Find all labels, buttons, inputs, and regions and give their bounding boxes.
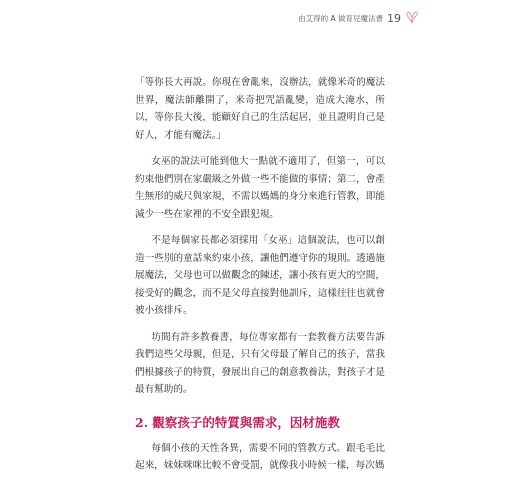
body-paragraph: 女巫的說法可能到他大一點就不適用了，但第一，可以約束他們別在家嚴級之外做一些不能做的事情；第二，會產生無形的威尺與家規，不需以媽媽的身分來進行管教，即能減少一些在家裡的不安全跟犯規。	[135, 156, 385, 220]
quote-paragraph: 「等你長大再說。你現在會亂來，沒辦法，就像米奇的魔法世界，魔法師離開了，米奇把咒語亂變，造成大淹水，所以，等你長大後，能顧好自己的生活起居，並且證明自己是好人，才能有魔法。」	[135, 77, 385, 141]
section-heading: 2. 觀察孩子的特質與需求，因材施教	[135, 414, 340, 430]
section-paragraph: 每個小孩的天性各異，需要不同的管教方式。跟毛毛比起來，妹妹咪咪比較不會受罰，就像我小時候一樣，每次媽	[135, 442, 385, 471]
butterfly-ornament-icon	[406, 10, 418, 24]
page-header	[298, 12, 418, 25]
running-title: 由艾得的 A 做育兒魔法書	[298, 14, 383, 23]
body-paragraph: 不是每個家長都必須採用「女巫」這個說法，也可以創造一些別的童話來約束小孩，讓他們遵守你的規則。透過施展魔法，父母也可以做觀念的陳述，讓小孩有更大的空間，接受好的觀念，而不是父母直接對他訓斥，這樣往往也就會被小孩排斥。	[135, 235, 385, 316]
page-body	[135, 74, 385, 484]
body-paragraph: 坊間有許多教養書，每位專家都有一套教養方法要告訴我們這些父母親，但是，只有父母最了解自己的孩子，當我們根據孩子的特質，發展出自己的創意教養法，對孩子才是最有幫助的。	[135, 331, 385, 395]
page-number: 19	[387, 12, 401, 25]
